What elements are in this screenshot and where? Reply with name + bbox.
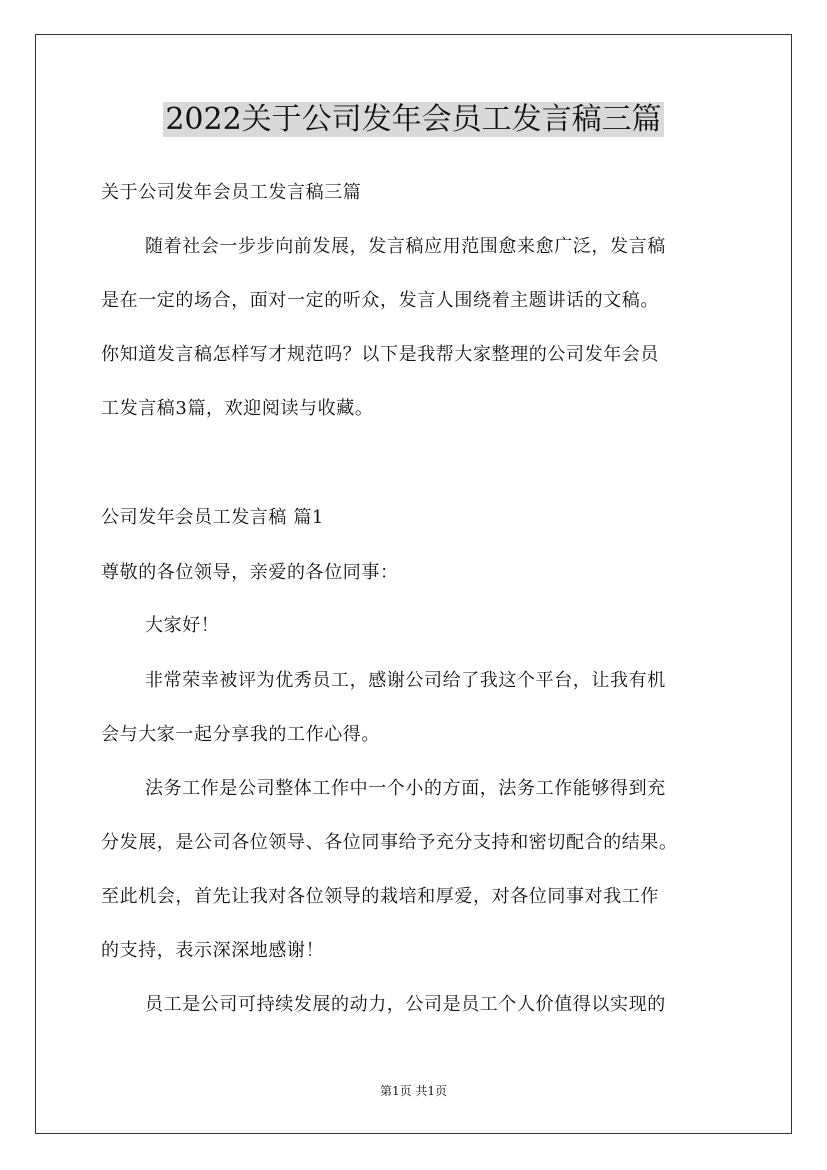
paragraph-line: 非常荣幸被评为优秀员工，感谢公司给了我这个平台，让我有机 [145, 670, 666, 691]
paragraph-line: 会与大家一起分享我的工作心得。 [101, 724, 380, 745]
paragraph-line: 分发展，是公司各位领导、各位同事给予充分支持和密切配合的结果。 [101, 832, 678, 853]
paragraph-line: 随着社会一步步向前发展，发言稿应用范围愈来愈广泛，发言稿 [145, 236, 666, 257]
paragraph-line: 至此机会，首先让我对各位领导的栽培和厚爱，对各位同事对我工作 [101, 886, 659, 907]
document-title-wrap [0, 98, 827, 142]
salutation-line: 尊敬的各位领导，亲爱的各位同事： [101, 562, 399, 583]
document-title: 2022关于公司发年会员工发言稿三篇 [165, 102, 662, 137]
paragraph-line: 法务工作是公司整体工作中一个小的方面，法务工作能够得到充 [145, 778, 666, 799]
heading-line: 关于公司发年会员工发言稿三篇 [101, 182, 362, 203]
paragraph-line: 工发言稿3篇，欢迎阅读与收藏。 [101, 398, 374, 419]
paragraph-line: 的支持，表示深深地感谢！ [101, 940, 325, 961]
page-footer: 第1页 共1页 [379, 1084, 448, 1098]
greeting-line: 大家好！ [145, 615, 220, 636]
paragraph-line: 你知道发言稿怎样写才规范吗？以下是我帮大家整理的公司发年会员 [101, 344, 659, 365]
section-heading: 公司发年会员工发言稿 篇1 [101, 507, 324, 528]
paragraph-line: 员工是公司可持续发展的动力，公司是员工个人价值得以实现的 [145, 994, 666, 1015]
paragraph-line: 是在一定的场合，面对一定的听众，发言人围绕着主题讲话的文稿。 [101, 290, 659, 311]
